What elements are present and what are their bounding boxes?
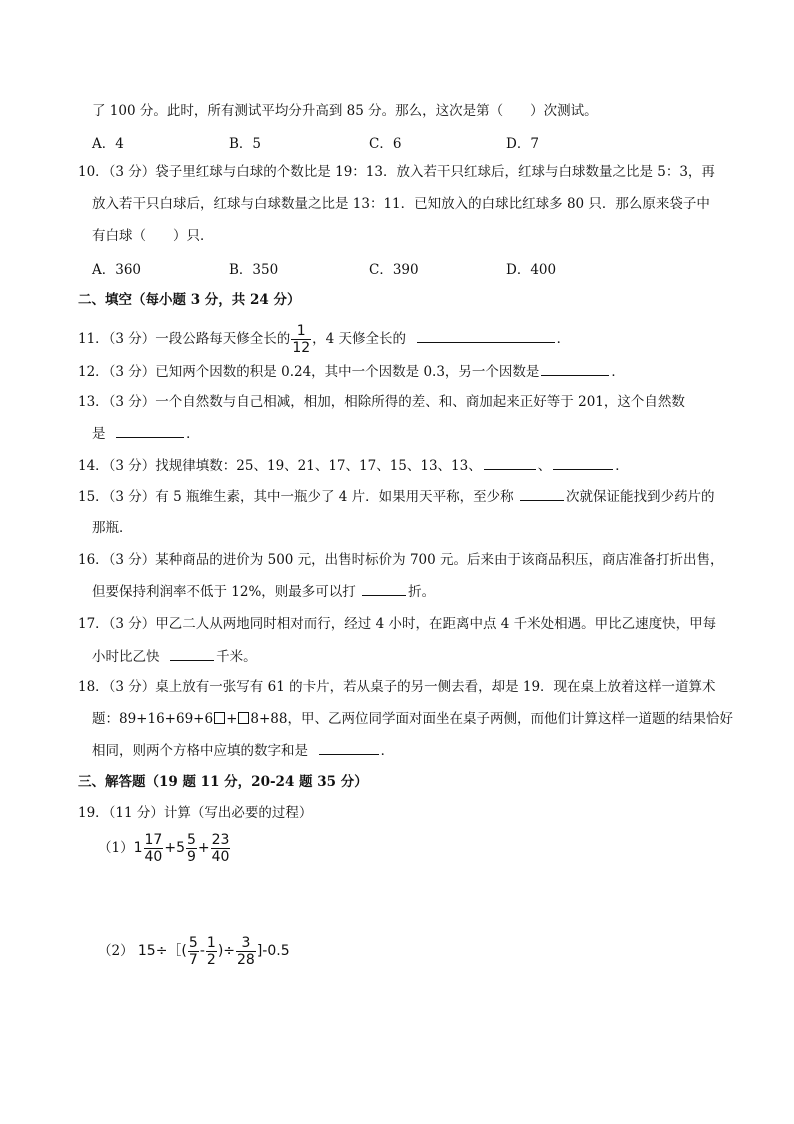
q15-line2: 那瓶．	[92, 520, 133, 536]
q19-part1-op2: +	[197, 840, 210, 856]
q10-options	[92, 258, 732, 278]
frac-den: 2	[206, 952, 216, 968]
q19-part1-frac2	[186, 832, 197, 865]
q17-text: 小时比乙快	[92, 649, 160, 665]
q18-line2	[92, 709, 734, 729]
q18-line3	[92, 740, 734, 761]
q18-text: 相同，则两个方格中应填的数字和是	[92, 743, 308, 759]
q17-text-b: 千米。	[216, 649, 257, 665]
q9-option-b[interactable]: B．5	[229, 136, 262, 152]
q11-answer-blank[interactable]	[417, 328, 555, 343]
q18-end: ．	[380, 743, 395, 759]
q19-part1-whole: 1	[133, 840, 143, 856]
frac-den: 40	[144, 849, 163, 865]
q15-answer-blank[interactable]	[520, 486, 564, 501]
section-fill-in-heading: 二、填空（每小题 3 分，共 24 分）	[78, 292, 301, 308]
q19-part2	[98, 929, 734, 973]
frac-num: 5	[188, 935, 198, 951]
q19-part1-frac1	[144, 832, 164, 865]
q14-text: 14．（3 分）找规律填数：25、19、21、17、17、15、13、13、	[78, 458, 482, 474]
frac-num: 3	[236, 935, 256, 952]
q18-text-a: 题：89+16+69+6	[92, 711, 214, 727]
q16-text: 但要保持利润率不低于 12%，则最多可以打	[92, 584, 356, 600]
q17-line1: 17．（3 分）甲乙二人从两地同时相对而行，经过 4 小时，在距离中点 4 千米处相遇。甲比乙速度快，甲每	[78, 616, 717, 632]
q10-line2: 放入若干只白球后，红球与白球数量之比是 13：11．已知放入的白球比红球多 80 只．那么原来袋子中	[92, 196, 710, 212]
q18-blank-box-2[interactable]	[238, 712, 249, 724]
q13-answer-blank[interactable]	[116, 423, 184, 438]
q9-continuation: 了 100 分。此时，所有测试平均分升高到 85 分。那么，这次是第（ ）次测试。	[92, 103, 598, 119]
frac-den: 7	[188, 952, 198, 968]
q10-option-b[interactable]: B．350	[229, 262, 279, 278]
q15-text-b: 次就保证能找到少药片的	[565, 489, 715, 505]
q16-line2	[92, 581, 734, 602]
q12-answer-blank[interactable]	[541, 361, 609, 376]
q19-part2-frac2	[206, 935, 217, 968]
q19-part1	[98, 826, 734, 870]
frac-den: 28	[237, 952, 255, 968]
q13-end: ．	[186, 426, 200, 442]
q14-end: ．	[615, 458, 629, 474]
q14-answer-blank-2[interactable]	[553, 455, 613, 470]
q11-fraction	[291, 323, 311, 356]
q11-text-b: ，4 天修全长的	[312, 331, 407, 347]
q12-text: 12．（3 分）已知两个因数的积是 0.24，其中一个因数是 0.3，另一个因数是	[78, 364, 540, 380]
q13-line1: 13．（3 分）一个自然数与自己相减，相加，相除所得的差、和、商加起来正好等于 201，这个自然数	[78, 394, 685, 410]
frac-den: 9	[186, 849, 196, 865]
q15-text: 15．（3 分）有 5 瓶维生素，其中一瓶少了 4 片．如果用天平称，至少称	[78, 489, 514, 505]
q10-line3: 有白球（ ）只．	[92, 228, 214, 244]
q19-part1-frac3	[211, 832, 231, 865]
q19-title: 19．（11 分）计算（写出必要的过程）	[78, 805, 313, 821]
q10-option-d[interactable]: D．400	[506, 262, 557, 278]
q19-part1-op1: +5	[164, 840, 185, 856]
frac-den: 40	[211, 849, 230, 865]
q11	[78, 319, 734, 359]
q9-option-d[interactable]: D．7	[506, 136, 539, 152]
q10-option-a[interactable]: A．360	[92, 262, 142, 278]
q10-line1: 10．（3 分）袋子里红球与白球的个数比是 19：13．放入若干只红球后，红球与白球数量之比是 5：3，再	[78, 164, 715, 180]
q9-options	[92, 132, 732, 152]
q19-part2-op: -	[199, 943, 205, 959]
q11-frac-den: 12	[292, 340, 311, 356]
q14-sep: 、	[537, 458, 552, 474]
q18-blank-box-1[interactable]	[214, 712, 225, 724]
frac-num: 5	[186, 832, 196, 848]
q14-answer-blank-1[interactable]	[484, 455, 536, 470]
q11-frac-num: 1	[291, 323, 311, 340]
q19-part2-text-b: )÷	[217, 943, 236, 959]
section-solutions-heading: 三、解答题（19 题 11 分，20-24 题 35 分）	[78, 774, 368, 790]
q19-part2-label: （2）	[98, 943, 134, 959]
q11-end: ．	[556, 331, 571, 347]
q9-option-a[interactable]: A．4	[92, 136, 124, 152]
frac-num: 23	[211, 832, 230, 848]
q13-line2	[92, 423, 734, 444]
q18-text-c: 8+88，甲、乙两位同学面对面坐在桌子两侧，而他们计算这样一道题的结果恰好	[250, 711, 733, 727]
q17-answer-blank[interactable]	[170, 646, 214, 661]
q18-answer-blank[interactable]	[319, 740, 379, 755]
q19-part1-label: （1）	[98, 840, 134, 856]
q12-end: ．	[611, 364, 625, 380]
q16-line1: 16．（3 分）某种商品的进价为 500 元，出售时标价为 700 元。后来由于该商品积压，商店准备打折出售，	[78, 552, 724, 568]
q16-answer-blank[interactable]	[362, 581, 406, 596]
q17-line2	[92, 646, 734, 667]
q13-text: 是	[92, 426, 106, 442]
q19-part2-frac1	[188, 935, 199, 968]
q19-part2-text-a: 15÷［(	[137, 943, 187, 959]
frac-num: 1	[206, 935, 216, 951]
q11-text: 11．（3 分）一段公路每天修全长的	[78, 331, 291, 347]
q14	[78, 455, 734, 476]
frac-num: 17	[144, 832, 163, 848]
q19-part2-frac3	[236, 935, 256, 968]
q19-part2-text-c: ]-0.5	[256, 943, 290, 959]
q18-line1: 18．（3 分）桌上放有一张写有 61 的卡片，若从桌子的另一侧去看，却是 19．现在桌上放着这样一道算术	[78, 679, 716, 695]
q10-option-c[interactable]: C．390	[369, 262, 419, 278]
q9-option-c[interactable]: C．6	[369, 136, 402, 152]
q15-line1	[78, 486, 734, 507]
q16-text-b: 折。	[408, 584, 436, 600]
q18-plus: +	[226, 711, 238, 727]
q12	[78, 361, 734, 382]
